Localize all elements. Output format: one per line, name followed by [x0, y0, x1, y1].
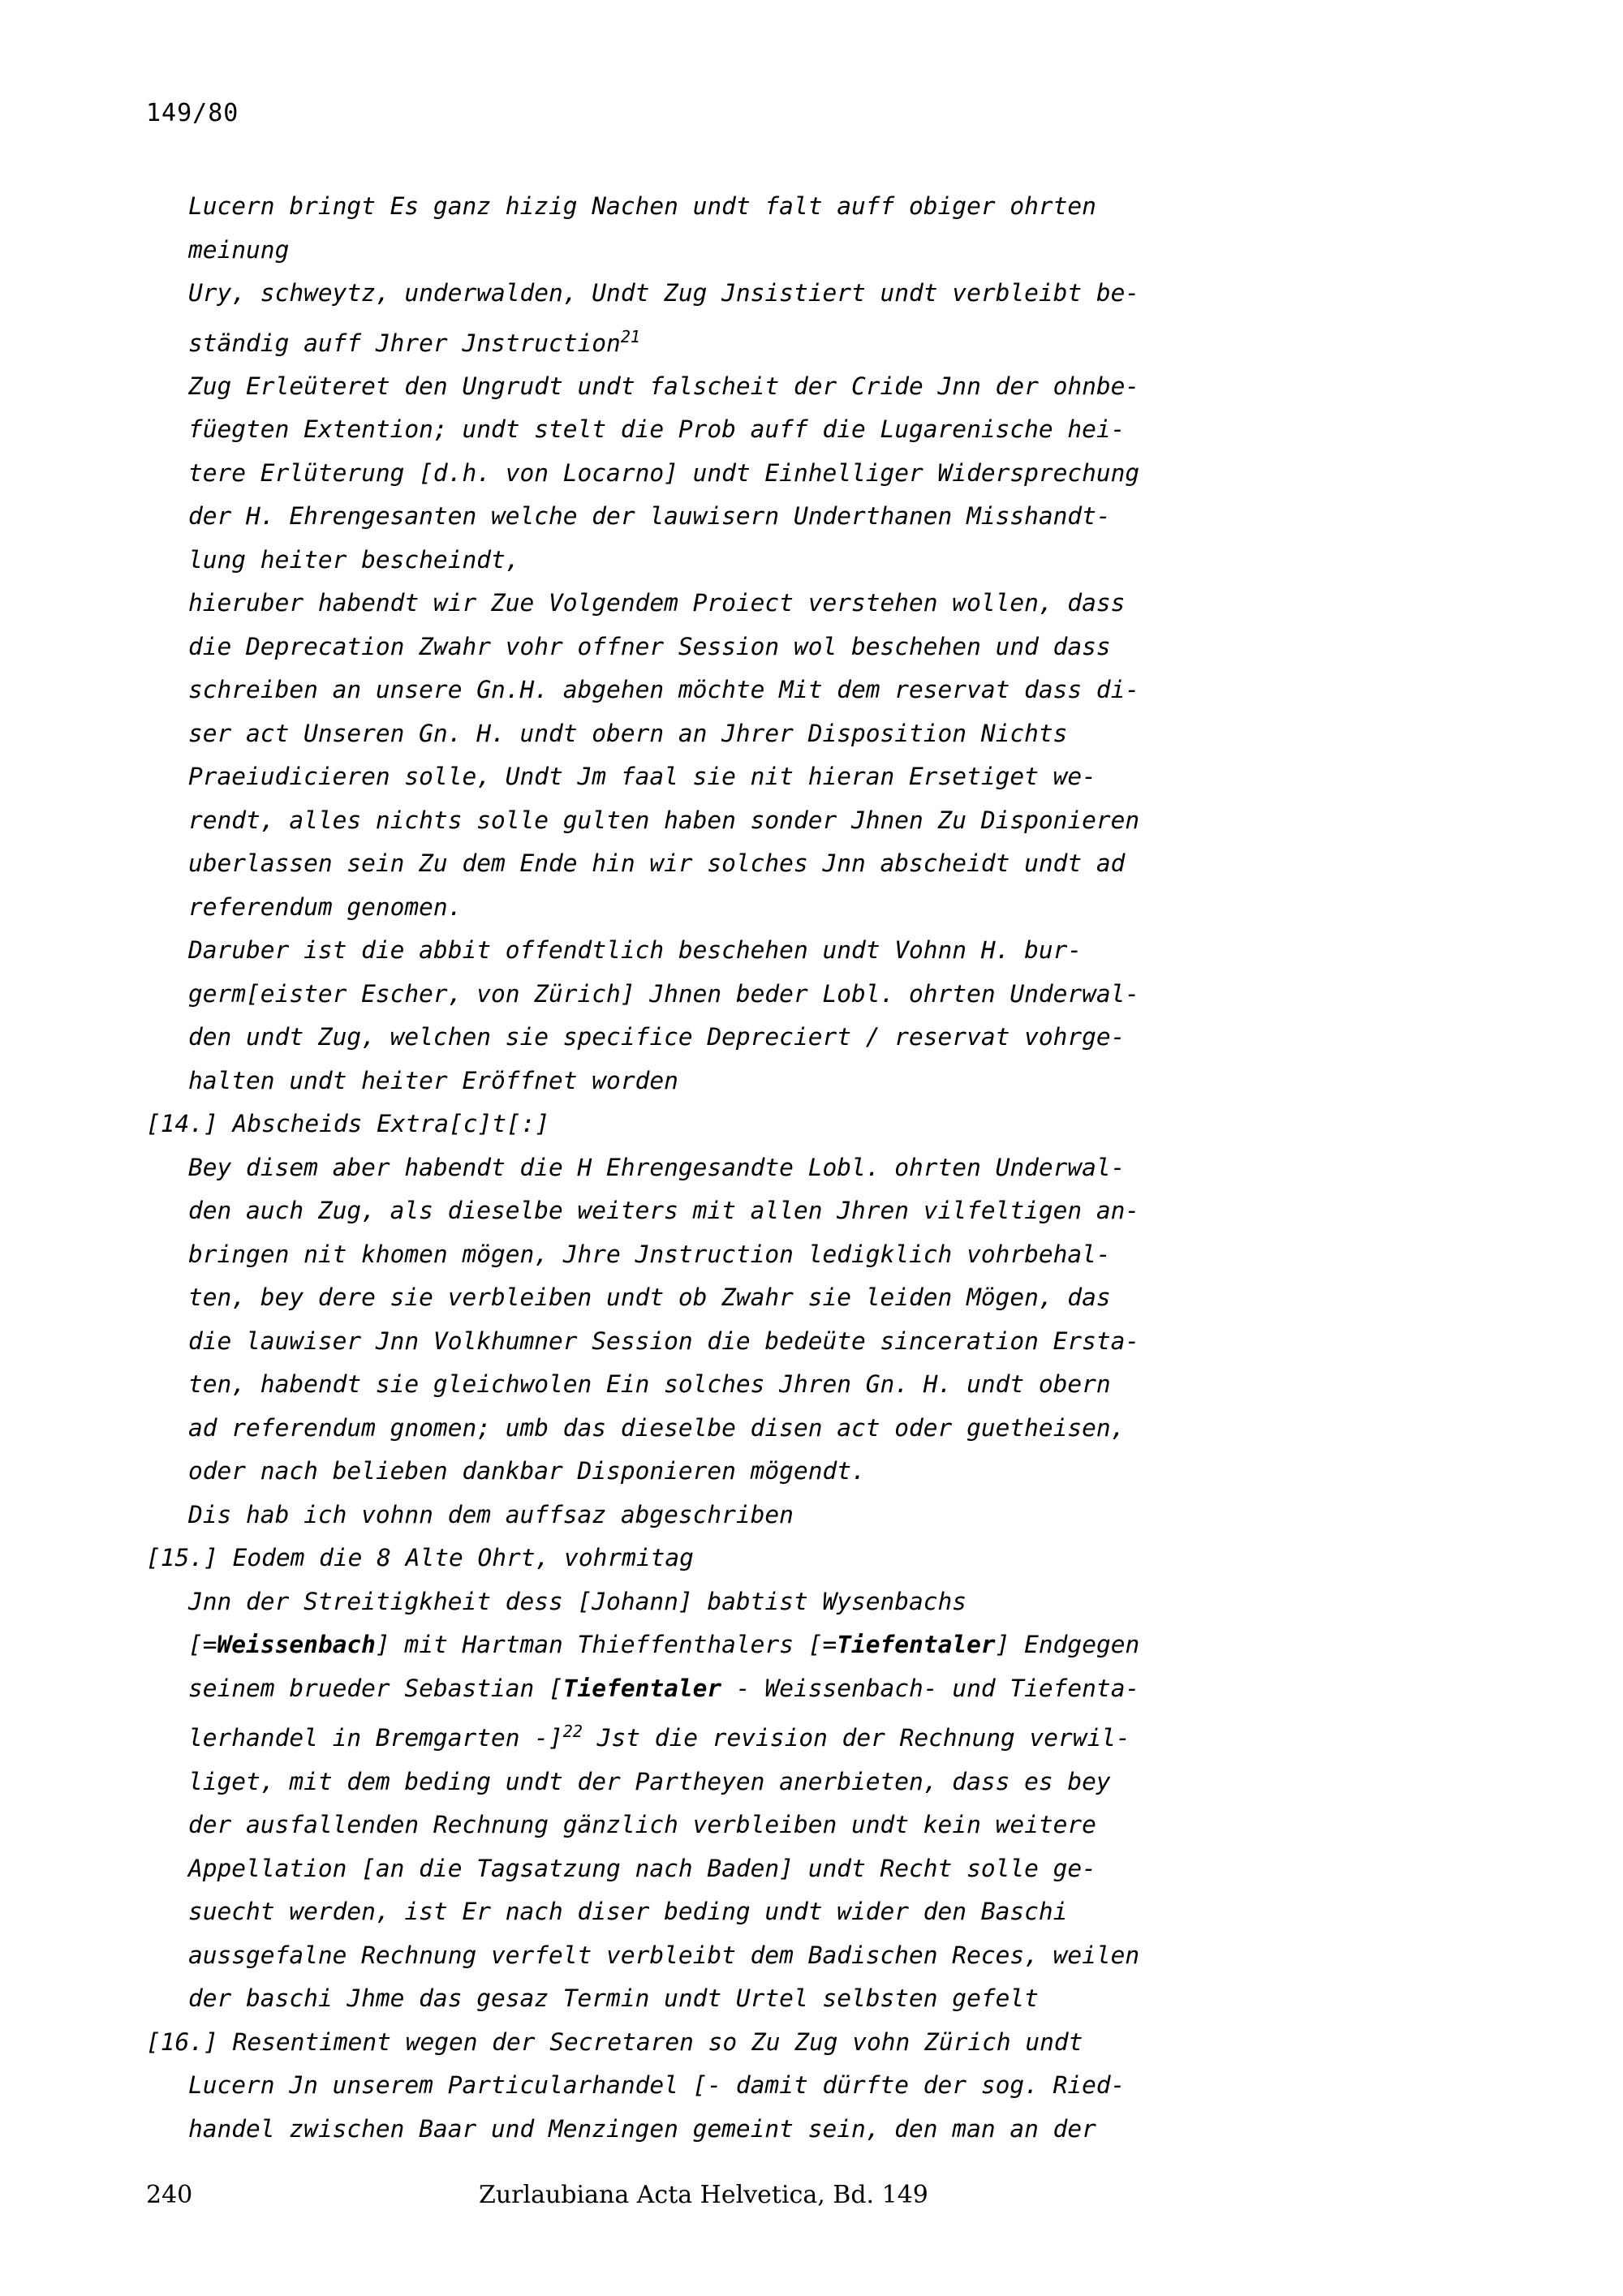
text-line: halten undt heiter Eröffnet worden	[188, 1066, 678, 1094]
text-line: ad referendum gnomen; umb das dieselbe disen act oder guetheisen,	[188, 1413, 1126, 1442]
text-line: die lauwiser Jnn Volkhumner Session die bedeüte sinceration Ersta-	[188, 1326, 1140, 1355]
text-line: lung heiter bescheindt,	[188, 545, 520, 574]
text-line: referendum genomen.	[188, 892, 463, 921]
text-line: germ[eister Escher, von Zürich] Jhnen beder Lobl. ohrten Underwal-	[188, 979, 1140, 1008]
line-text: der ausfallenden Rechnung gänzlich verbleiben undt kein weitere	[188, 1811, 1096, 1839]
paragraph	[146, 582, 1477, 929]
running-head: Zurlaubiana Acta Helvetica, Bd. 149	[479, 2181, 928, 2209]
text-line	[188, 316, 1477, 365]
page-footer	[0, 2181, 1623, 2221]
text-line: tere Erlüterung [d.h. von Locarno] undt Einhelliger Widersprechung	[188, 458, 1140, 487]
text-line	[146, 1847, 1477, 1891]
line-text: seinem brueder Sebastian [	[188, 1674, 563, 1702]
text-line	[146, 1580, 1477, 1624]
paragraph	[146, 365, 1477, 583]
emphasis: Tiefentaler	[837, 1631, 996, 1659]
paragraph	[146, 929, 1477, 1103]
line-text: - Weissenbach- und Tiefenta-	[721, 1674, 1140, 1702]
text-line: Dis hab ich vohnn dem auffsaz abgeschriben	[188, 1500, 794, 1529]
line-text: ständig auff Jhrer Jnstruction	[188, 329, 621, 357]
text-line	[146, 1667, 1477, 1711]
paragraph	[146, 185, 1477, 272]
text-line: Lucern Jn unserem Particularhandel [- damit dürfte der sog. Ried-	[188, 2071, 1126, 2100]
line-text: suecht werden, ist Er nach diser beding undt wider den Baschi	[188, 1898, 1068, 1926]
text-line	[146, 1934, 1477, 1978]
line-text: liget, mit dem beding undt der Partheyen anerbieten, dass es bey	[188, 1767, 1111, 1795]
text-line	[146, 1623, 1477, 1667]
emphasis: Tiefentaler	[562, 1674, 722, 1702]
text-line: den undt Zug, welchen sie specifice Depreciert / reservat vohrge-	[188, 1023, 1126, 1051]
text-line: den auch Zug, als dieselbe weiters mit allen Jhren vilfeltigen an-	[188, 1197, 1140, 1225]
text-line: uberlassen sein Zu dem Ende hin wir solches Jnn abscheidt undt ad	[188, 849, 1126, 878]
text-line	[146, 1977, 1477, 2021]
text-line: der H. Ehrengesanten welche der lauwisern Underthanen Misshandt-	[188, 502, 1111, 531]
text-line: hieruber habendt wir Zue Volgendem Proiect verstehen wollen, dass	[188, 589, 1126, 617]
section-15	[146, 1537, 1477, 2020]
footnote-marker: 22	[562, 1722, 583, 1742]
line-text: aussgefalne Rechnung verfelt verbleibt dem Badischen Reces, weilen	[188, 1941, 1140, 1969]
text-line: Praeiudicieren solle, Undt Jm faal sie nit hieran Ersetiget we-	[188, 763, 1096, 791]
footnote-marker: 21	[620, 326, 640, 346]
line-text: lerhandel in Bremgarten -]	[188, 1724, 563, 1752]
text-line: Daruber ist die abbit offendtlich beschehen undt Vohnn H. bur-	[188, 936, 1083, 965]
text-line: oder nach belieben dankbar Disponieren mögendt.	[188, 1457, 866, 1486]
text-line: handel zwischen Baar und Menzingen gemeint sein, den man an der	[188, 2114, 1096, 2143]
text-line: Bey disem aber habendt die H Ehrengesandte Lobl. ohrten Underwal-	[188, 1153, 1126, 1181]
line-text: Jst die revision der Rechnung verwil-	[582, 1724, 1130, 1752]
paragraph	[146, 272, 1477, 365]
line-text: Appellation [an die Tagsatzung nach Baden] undt Recht solle ge-	[188, 1854, 1096, 1882]
line-text: ] Endgegen	[995, 1631, 1140, 1659]
text-line: meinung	[188, 235, 290, 264]
text-line: die Deprecation Zwahr vohr offner Session wol beschehen und dass	[188, 632, 1111, 660]
text-line	[146, 1710, 1477, 1760]
text-line: ten, habendt sie gleichwolen Ein solches Jhren Gn. H. undt obern	[188, 1370, 1111, 1399]
text-line	[146, 1761, 1477, 1804]
line-text: [=	[188, 1631, 217, 1659]
text-line: rendt, alles nichts solle gulten haben sonder Jhnen Zu Disponieren	[188, 806, 1140, 834]
text-line: Zug Erleüteret den Ungrudt undt falscheit der Cride Jnn der ohnbe-	[188, 372, 1140, 400]
section-14	[146, 1103, 1477, 1537]
emphasis: Weissenbach	[217, 1631, 376, 1659]
line-text: der baschi Jhme das gesaz Termin undt Urtel selbsten gefelt	[188, 1984, 1039, 2013]
text-line: schreiben an unsere Gn.H. abgehen möchte Mit dem reservat dass di-	[188, 676, 1140, 704]
section-heading: [15.] Eodem die 8 Alte Ohrt, vohrmitag	[146, 1544, 694, 1572]
line-text: ] mit Hartman Thieffenthalers [=	[375, 1631, 837, 1659]
text-line: füegten Extention; undt stelt die Prob auff die Lugarenische hei-	[188, 415, 1126, 444]
section-16	[146, 2021, 1477, 2152]
text-line: ser act Unseren Gn. H. undt obern an Jhrer Disposition Nichts	[188, 719, 1068, 747]
text-line: Ury, schweytz, underwalden, Undt Zug Jnsistiert undt verbleibt be-	[188, 279, 1140, 307]
section-heading: [16.] Resentiment wegen der Secretaren so Zu Zug vohn Zürich undt	[146, 2027, 1083, 2056]
text-line: Lucern bringt Es ganz hizig Nachen undt falt auff obiger ohrten	[188, 192, 1096, 220]
text-line	[146, 1804, 1477, 1847]
line-text: Jnn der Streitigkheit dess [Johann] babtist Wysenbachs	[188, 1587, 967, 1615]
section-heading: [14.] Abscheids Extra[c]t[:]	[146, 1110, 550, 1138]
text-line: ten, bey dere sie verbleiben undt ob Zwahr sie leiden Mögen, das	[188, 1283, 1111, 1312]
transcription-body	[146, 185, 1477, 2151]
page-number: 240	[146, 2181, 193, 2209]
text-line: bringen nit khomen mögen, Jhre Jnstruction ledigklich vohrbehal-	[188, 1240, 1111, 1268]
text-line	[146, 1890, 1477, 1934]
folio-number: 149/80	[146, 99, 239, 127]
